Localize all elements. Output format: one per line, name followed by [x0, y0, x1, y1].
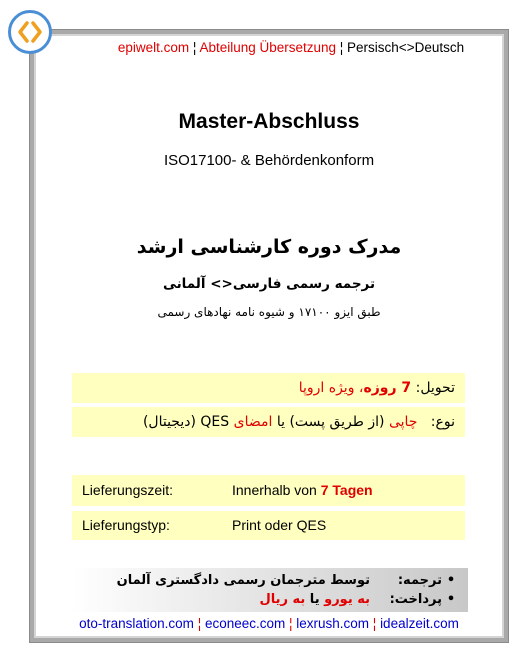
- footer-link-idealzeit[interactable]: idealzeit.com: [380, 616, 459, 631]
- bullet: •: [446, 573, 456, 588]
- persian-subtitle: ترجمه رسمی فارسی<> آلمانی: [162, 276, 376, 292]
- footer-links: [30, 616, 508, 631]
- bullet: •: [446, 592, 456, 607]
- separator: ¦: [189, 40, 200, 55]
- persian-type-band: [72, 407, 465, 437]
- lieferungstyp-value: Print oder QES: [232, 517, 327, 533]
- german-delivery-band: [72, 475, 465, 506]
- lieferungstyp-label: Lieferungstyp:: [82, 517, 170, 533]
- payment-euro: به یورو: [324, 592, 370, 607]
- language-pair: Persisch<>Deutsch: [347, 40, 465, 55]
- type-print-note: (از طریق پست) یا: [272, 414, 389, 430]
- type-label: نوع:: [430, 414, 455, 430]
- separator: ¦: [193, 616, 205, 631]
- translation-value: توسط مترجمان رسمی دادگستری آلمان: [116, 573, 370, 588]
- footer-link-lexrush[interactable]: lexrush.com: [296, 616, 370, 631]
- code-brackets-icon: [8, 10, 52, 54]
- lieferungszeit-prefix: Innerhalb von: [232, 482, 321, 498]
- notes-box: [72, 568, 468, 612]
- lieferungszeit-label: Lieferungszeit:: [82, 482, 174, 498]
- delivery-label: تحویل:: [411, 380, 455, 396]
- translation-key: ترجمه:: [397, 573, 442, 588]
- lieferungszeit-value: [232, 475, 373, 506]
- separator: ¦: [369, 616, 381, 631]
- separator: ¦: [336, 40, 348, 55]
- delivery-days: 7 روزه: [363, 380, 412, 396]
- separator: ¦: [285, 616, 297, 631]
- delivery-europe: ، ویژه اروپا: [298, 380, 364, 396]
- footer-link-oto[interactable]: oto-translation.com: [79, 616, 194, 631]
- page-subtitle: ISO17100- & Behördenkonform: [163, 152, 375, 169]
- persian-title: مدرک دوره کارشناسی ارشد: [136, 236, 402, 258]
- payment-key: پرداخت:: [389, 592, 442, 607]
- type-sign-note: QES (دیجیتال): [142, 414, 234, 430]
- department-label: Abteilung Übersetzung: [199, 40, 337, 55]
- german-type-band: [72, 511, 465, 540]
- header-line: [60, 40, 522, 55]
- payment-or: یا: [305, 592, 325, 607]
- persian-standard-note: طبق ایزو ۱۷۱۰۰ و شیوه نامه نهادهای رسمی: [157, 305, 381, 319]
- persian-delivery-band: [72, 373, 465, 403]
- payment-note: [72, 590, 460, 609]
- site-link[interactable]: epiwelt.com: [117, 40, 190, 55]
- type-print: چاپی: [388, 414, 418, 430]
- footer-link-econeec[interactable]: econeec.com: [204, 616, 286, 631]
- translation-note: [72, 571, 460, 590]
- type-sign: امضای: [233, 414, 273, 430]
- page-title: Master-Abschluss: [178, 110, 360, 133]
- payment-rial: به ریال: [259, 592, 306, 607]
- lieferungszeit-days: 7 Tagen: [320, 482, 373, 498]
